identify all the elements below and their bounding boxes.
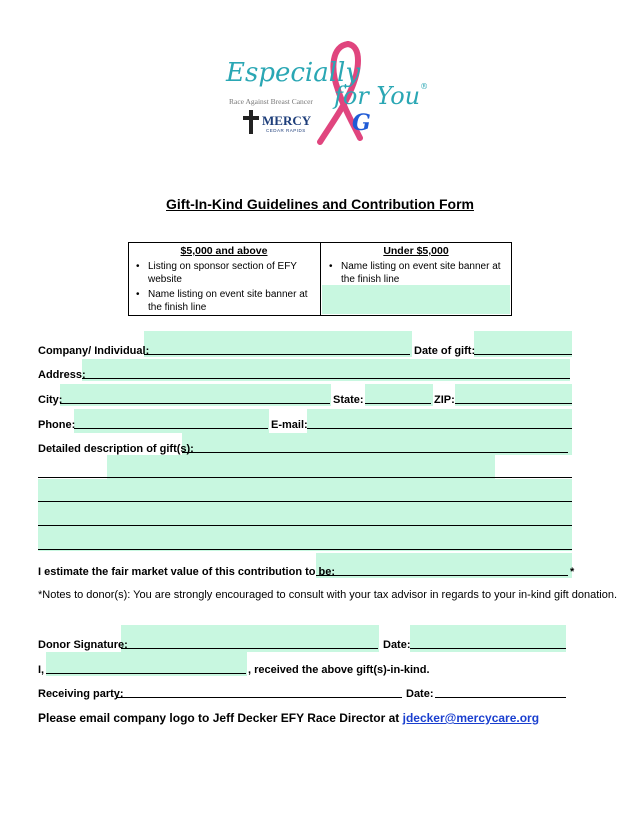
cross-icon bbox=[243, 110, 259, 134]
description-line-input[interactable] bbox=[38, 527, 572, 551]
receiving-date-label: Date: bbox=[406, 688, 434, 700]
description-continued-input[interactable] bbox=[107, 455, 495, 479]
logo-especially: Especially bbox=[226, 58, 361, 88]
received-suffix-label: , received the above gift(s)-in-kind. bbox=[248, 664, 430, 676]
phone-label: Phone: bbox=[38, 419, 76, 431]
description-label: Detailed description of gift(s): bbox=[38, 443, 194, 455]
tier-low-item: • Name listing on event site banner at the finish line bbox=[329, 261, 501, 285]
tier-heading-high: $5,000 and above bbox=[180, 245, 268, 257]
description-line-input[interactable] bbox=[38, 503, 572, 527]
fair-market-value-label: I estimate the fair market value of this contribution to be: bbox=[38, 566, 336, 578]
tier-fill-field[interactable] bbox=[322, 285, 510, 314]
description-line-input[interactable] bbox=[38, 479, 572, 503]
tier-heading-low: Under $5,000 bbox=[383, 245, 449, 257]
donor-note: *Notes to donor(s): You are strongly encouraged to consult with your tax advisor in regards to your in-kind gift donation. bbox=[38, 589, 618, 601]
state-label: State: bbox=[333, 394, 364, 406]
company-label: Company/ Individual: bbox=[38, 345, 150, 357]
city-label: City: bbox=[38, 394, 63, 406]
date-of-gift-label: Date of gift: bbox=[414, 345, 476, 357]
logo-cedar-rapids: CEDAR RAPIDS bbox=[266, 128, 306, 133]
donor-signature-label: Donor Signature: bbox=[38, 639, 128, 651]
general-mills-logo-icon: G bbox=[352, 110, 371, 136]
logo-tagline: Race Against Breast Cancer bbox=[229, 97, 313, 106]
email-instruction: Please email company logo to Jeff Decker EFY Race Director at jdecker@mercycare.org bbox=[38, 711, 540, 725]
phone-input[interactable] bbox=[74, 409, 269, 433]
zip-label: ZIP: bbox=[434, 394, 455, 406]
email-link[interactable]: jdecker@mercycare.org bbox=[402, 711, 540, 725]
tier-high-item: • Listing on sponsor section of EFY website bbox=[136, 261, 297, 285]
tier-high-item: • Name listing on event site banner at the finish line bbox=[136, 289, 308, 313]
donor-date-label: Date: bbox=[383, 639, 411, 651]
page-title: Gift-In-Kind Guidelines and Contribution Form bbox=[166, 196, 474, 212]
email-label: E-mail: bbox=[271, 419, 308, 431]
email-input[interactable] bbox=[307, 409, 572, 433]
receiving-party-label: Receiving party: bbox=[38, 688, 124, 700]
logo-for-you: for You® bbox=[334, 82, 429, 110]
fair-market-asterisk: * bbox=[570, 566, 575, 578]
received-prefix-label: I, bbox=[38, 664, 45, 676]
logo-mercy: MERCY bbox=[262, 113, 312, 128]
address-label: Address: bbox=[38, 369, 86, 381]
